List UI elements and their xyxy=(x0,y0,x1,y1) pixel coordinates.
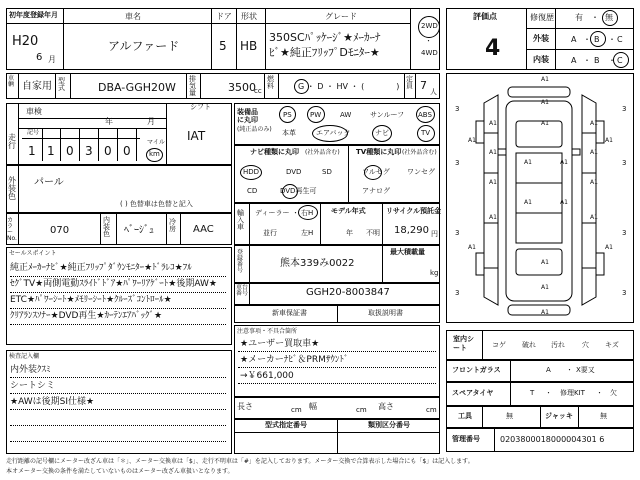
drive-4wd: 4WD xyxy=(421,49,438,57)
diagram-mark: A1 xyxy=(605,137,613,144)
fuel-label: 燃料 xyxy=(267,75,274,90)
displacement-value: 3500 xyxy=(228,81,256,94)
model-spec-label: 型式指定番号 xyxy=(265,421,307,429)
parallel-label: 並行 xyxy=(263,229,277,237)
diagram-mark: A1 xyxy=(524,159,532,166)
diagram-mark: A1 xyxy=(541,76,549,83)
navi-dvd: DVD xyxy=(286,168,302,176)
eq-aw: AW xyxy=(340,111,352,119)
navi-type-label: ナビ種類に丸印 xyxy=(250,148,299,156)
diagram-mark: A1 xyxy=(560,199,568,206)
interior-c: C xyxy=(617,56,623,65)
inspector-line-1: 内外装ｸｽﾐ xyxy=(10,365,51,375)
drive-2wd: 2WD xyxy=(421,22,438,30)
equipment-sublabel: (純正品のみ) xyxy=(237,126,272,133)
exterior-sep-2: ・ xyxy=(608,35,616,44)
eq-navi: ナビ xyxy=(375,129,389,137)
sales-point-line-1: 純正ﾒｰｶｰﾅﾋﾞ★純正ﾌﾘｯﾌﾟﾀﾞｳﾝﾓﾆﾀｰ★ﾄﾞﾗﾚｺ★ﾌﾙ xyxy=(10,263,192,273)
exterior-b: B xyxy=(594,35,600,44)
color-number-value: 070 xyxy=(50,225,70,236)
unit-mile: マイル xyxy=(147,139,165,146)
sales-point-line-2: ｾｸﾞTV★両側電動ｽﾗｲﾄﾞﾄﾞｱ★ﾊﾟﾜｰﾘｱｹﾞｰﾄ★後期AW★ xyxy=(10,279,217,289)
length-unit: cm xyxy=(291,406,302,414)
interior-sep-1: ・ xyxy=(583,56,591,65)
color-number-label: カラーNo. xyxy=(7,217,17,242)
diagram-mark: A1 xyxy=(489,179,497,186)
diagram-side-label: 3 xyxy=(622,159,627,167)
odometer-digit-2: 1 xyxy=(47,144,55,158)
interior-label: 内装 xyxy=(533,55,549,64)
unit-km: km xyxy=(149,150,160,158)
seat-stain: 汚れ xyxy=(551,341,565,349)
score-value: 4 xyxy=(485,36,501,61)
repair-no: 無 xyxy=(605,13,613,22)
manual-label: 取扱説明書 xyxy=(368,309,403,317)
door-value: 5 xyxy=(219,39,227,53)
recycle-unit: 円 xyxy=(431,230,438,238)
eq-sunroof: サンルーフ xyxy=(370,111,405,119)
jack-label: ジャッキ xyxy=(545,412,573,420)
odometer-digit-3: 0 xyxy=(66,144,74,158)
jack-value: 無 xyxy=(600,412,607,420)
fuel-options: G ・ D ・ HV ・ ( ) xyxy=(298,82,400,91)
sales-points-label: セールスポイント xyxy=(9,250,57,257)
interior-color-value: ﾍﾞｰｼﾞｭ xyxy=(124,225,154,236)
chassis-label: 車台番号 xyxy=(236,284,249,297)
first-reg-month-value: 6 xyxy=(36,52,43,63)
front-glass-x: X要又 xyxy=(576,366,595,374)
shift-value: IAT xyxy=(187,129,206,143)
interior-b: B xyxy=(594,56,600,65)
max-load-unit: kg xyxy=(430,269,439,277)
repair-label: 修復歴 xyxy=(530,13,554,22)
model-year-label: モデル年式 xyxy=(331,207,366,215)
car-outline-diagram xyxy=(446,73,634,323)
spare-sep-2: ・ xyxy=(596,389,603,397)
sales-point-line-4: ｸﾘｱﾗﾝｽｿﾅｰ★DVD再生★ｶｰﾃﾝｴｱﾊﾞｯｸﾞ★ xyxy=(10,311,163,321)
diagram-side-label: 3 xyxy=(622,289,627,297)
color-block xyxy=(6,165,232,213)
odometer-digit-5: 0 xyxy=(104,144,112,158)
diagram-mark: A1 xyxy=(489,214,497,221)
seat-hole: 穴 xyxy=(582,341,589,349)
diagram-side-label: 3 xyxy=(455,229,460,237)
footer-line-2: 本オメーター交換の条件を満たしていないものはメーター改ざん車扱いとなります。 xyxy=(6,468,234,475)
grade-line-1: 350SCﾊﾟｯｹｰｼﾞ★ﾒｰｶｰﾅ xyxy=(269,31,381,44)
color-side-label: 外装色 xyxy=(8,176,16,201)
grade-label: グレード xyxy=(325,12,357,21)
seat-tear: 破れ xyxy=(522,341,536,349)
exterior-label: 外装 xyxy=(533,34,549,43)
spare-none: 欠 xyxy=(610,389,617,397)
diagram-mark: A1 xyxy=(489,149,497,156)
car-name-value: アルファード xyxy=(108,39,180,53)
shift-label: シフト xyxy=(190,103,211,111)
diagram-mark: A1 xyxy=(560,159,568,166)
diagram-mark: A1 xyxy=(468,244,476,251)
vehicle-inspection-label: 車検 xyxy=(26,107,42,116)
max-load-label: 最大積載量 xyxy=(390,248,425,256)
odometer-digit-1: 1 xyxy=(28,144,36,158)
car-name-label: 車名 xyxy=(125,12,141,21)
tv-type-label: TV種類に丸印 xyxy=(356,148,402,156)
diagram-mark: A1 xyxy=(541,99,549,106)
odometer-digit-4: 3 xyxy=(85,144,93,158)
plate-label: 登録番号 xyxy=(237,249,244,274)
seat-scratch: キズ xyxy=(605,341,619,349)
inspection-month: 月 xyxy=(147,117,155,126)
interior-color-label: 内装色 xyxy=(103,216,110,238)
eq-ps: PS xyxy=(283,111,292,119)
diagram-mark: A1 xyxy=(541,259,549,266)
recycle-value: 18,290 xyxy=(394,225,429,236)
seat-label: 室内シート xyxy=(453,335,474,352)
notes-line-3: →￥661,000 xyxy=(240,371,294,381)
inspector-label: 検査記入欄 xyxy=(9,353,40,360)
category-label: 類別区分番号 xyxy=(368,421,410,429)
footer-line-1: 走行距離の記号欄にメーター改ざん車は「＊」、メーター交換車は「$」、走行不明車は「#」を記入しております。メーター交換で合算表示した場合にも「$」は記入します。 xyxy=(6,458,474,465)
diagram-mark: A1 xyxy=(590,179,598,186)
eq-airbag: エアバック xyxy=(316,129,351,137)
diagram-mark: A1 xyxy=(541,309,549,316)
diagram-mark: A1 xyxy=(541,120,549,127)
tools-value: 無 xyxy=(506,412,513,420)
first-reg-label: 初年度登録年月 xyxy=(9,11,58,19)
diagram-mark: A1 xyxy=(590,120,598,127)
handle-sep: ・ xyxy=(292,209,299,217)
capacity-value: 7 xyxy=(420,79,427,92)
model-value: DBA-GGH20W xyxy=(98,81,176,94)
warranty-label: 新車保証書 xyxy=(272,309,307,317)
navi-dvd-play: DVD再生可 xyxy=(280,187,317,195)
shape-value: HB xyxy=(240,39,258,53)
eq-abs: ABS xyxy=(418,111,432,119)
grade-line-2: ﾋﾞ★純正ﾌﾘｯﾌﾟDﾓﾆﾀｰ★ xyxy=(269,46,380,59)
dealer-label: ディーラー xyxy=(255,209,290,217)
capacity-unit: 人 xyxy=(430,88,437,96)
capacity-label: 定員 xyxy=(406,75,413,90)
color-value: パール xyxy=(34,177,64,188)
model-year-year: 年 xyxy=(346,229,353,237)
diagram-mark: A1 xyxy=(590,149,598,156)
ac-value: AAC xyxy=(193,224,214,235)
navi-sd: SD xyxy=(322,168,332,176)
diagram-mark: A1 xyxy=(489,120,497,127)
digits-label: 記号 xyxy=(27,129,40,136)
diagram-side-label: 3 xyxy=(622,105,627,113)
navi-type-note: (社外品含む) xyxy=(305,149,340,156)
front-glass-sep: ・ xyxy=(566,366,573,374)
tv-analog: アナログ xyxy=(362,187,390,195)
height-unit: cm xyxy=(426,406,437,414)
model-year-unknown: 不明 xyxy=(366,229,380,237)
color-note: ( ) 色替車は色替と記入 xyxy=(120,200,193,208)
diagram-side-label: 3 xyxy=(622,229,627,237)
score-label: 評価点 xyxy=(473,12,497,21)
drive-sep: ・ xyxy=(425,37,432,45)
inspector-line-3: ★AWは後期SI仕様★ xyxy=(10,397,95,407)
handle-right: 右H xyxy=(301,209,314,217)
interior-a: A xyxy=(571,56,577,65)
plate-value: 熊本339み0022 xyxy=(280,258,355,269)
spare-kit: 修理KIT xyxy=(560,389,585,397)
diagram-mark: A1 xyxy=(605,244,613,251)
odometer-digit-6: 0 xyxy=(123,144,131,158)
spare-label: スペアタイヤ xyxy=(452,389,494,397)
handle-left: 左H xyxy=(301,229,314,237)
width-label: 幅 xyxy=(309,402,317,411)
exterior-a: A xyxy=(571,35,577,44)
use-value: 自家用 xyxy=(22,81,52,92)
repair-yes: 有 xyxy=(575,13,583,22)
diagram-mark: A1 xyxy=(468,137,476,144)
seat-burn: コゲ xyxy=(492,341,506,349)
eq-leather: 本革 xyxy=(282,129,296,137)
width-unit: cm xyxy=(356,406,367,414)
sales-point-line-3: ETC★ﾊﾟﾜｰｼｰﾄ★ﾒﾓﾘｰｼｰﾄ★ｸﾙｰｽﾞｺﾝﾄﾛｰﾙ★ xyxy=(10,295,172,305)
tv-oneseg: ワンセグ xyxy=(407,168,435,176)
navi-hdd: HDD xyxy=(243,168,260,176)
equipment-label: 装備品に丸印 xyxy=(237,108,258,124)
tv-fullseg: フルセグ xyxy=(362,168,390,176)
recycle-label: リサイクル預託金 xyxy=(386,207,442,215)
eq-pw: PW xyxy=(310,111,322,119)
inspection-year: 年 xyxy=(105,117,113,126)
notes-line-1: ★ユーザー買取車★ xyxy=(240,339,320,349)
shape-label: 形状 xyxy=(241,12,257,21)
first-reg-month-unit: 月 xyxy=(48,55,56,64)
dimensions-block xyxy=(234,397,440,419)
tv-type-note: (社外品含む) xyxy=(402,149,437,156)
diagram-side-label: 3 xyxy=(455,105,460,113)
mgmt-label: 管理番号 xyxy=(452,435,480,443)
tools-label: 工具 xyxy=(458,412,472,420)
displacement-label: 排気量 xyxy=(189,75,196,97)
spare-sep-1: ・ xyxy=(545,389,552,397)
mileage-side-label: 走行 xyxy=(8,133,16,150)
exterior-c: C xyxy=(617,35,623,44)
exterior-sep-1: ・ xyxy=(583,35,591,44)
door-label: ドア xyxy=(216,12,232,21)
chassis-value: GGH20-8003847 xyxy=(306,287,390,298)
spare-t: T xyxy=(530,389,535,397)
displacement-unit: cc xyxy=(254,87,262,95)
diagram-side-label: 3 xyxy=(455,289,460,297)
mgmt-value: 0203800018000004301 6 xyxy=(500,435,605,444)
notes-line-2: ★メーカーﾅﾋﾞ＆PRMｻｳﾝﾄﾞ xyxy=(240,355,349,365)
diagram-side-label: 3 xyxy=(455,159,460,167)
import-label: 輸入車 xyxy=(237,209,244,231)
row2-side-label: 車輌 xyxy=(8,75,15,88)
length-label: 長さ xyxy=(237,402,253,411)
notes-label: 注意事項・不具合箇所 xyxy=(237,328,298,335)
model-label: 型式 xyxy=(58,77,65,92)
inspector-line-2: シートシミ xyxy=(10,381,56,391)
front-glass-label: フロントガラス xyxy=(452,366,501,374)
first-reg-year: H20 xyxy=(12,34,39,49)
repair-sep: ・ xyxy=(591,13,599,22)
interior-sep-2: ・ xyxy=(608,56,616,65)
eq-tv: TV xyxy=(421,129,431,137)
diagram-mark: A1 xyxy=(590,214,598,221)
height-label: 高さ xyxy=(378,402,394,411)
navi-cd: CD xyxy=(247,187,258,195)
front-glass-a: A xyxy=(546,366,551,374)
ac-label: 冷房 xyxy=(169,218,176,233)
diagram-mark: A1 xyxy=(541,284,549,291)
diagram-mark: A1 xyxy=(524,199,532,206)
